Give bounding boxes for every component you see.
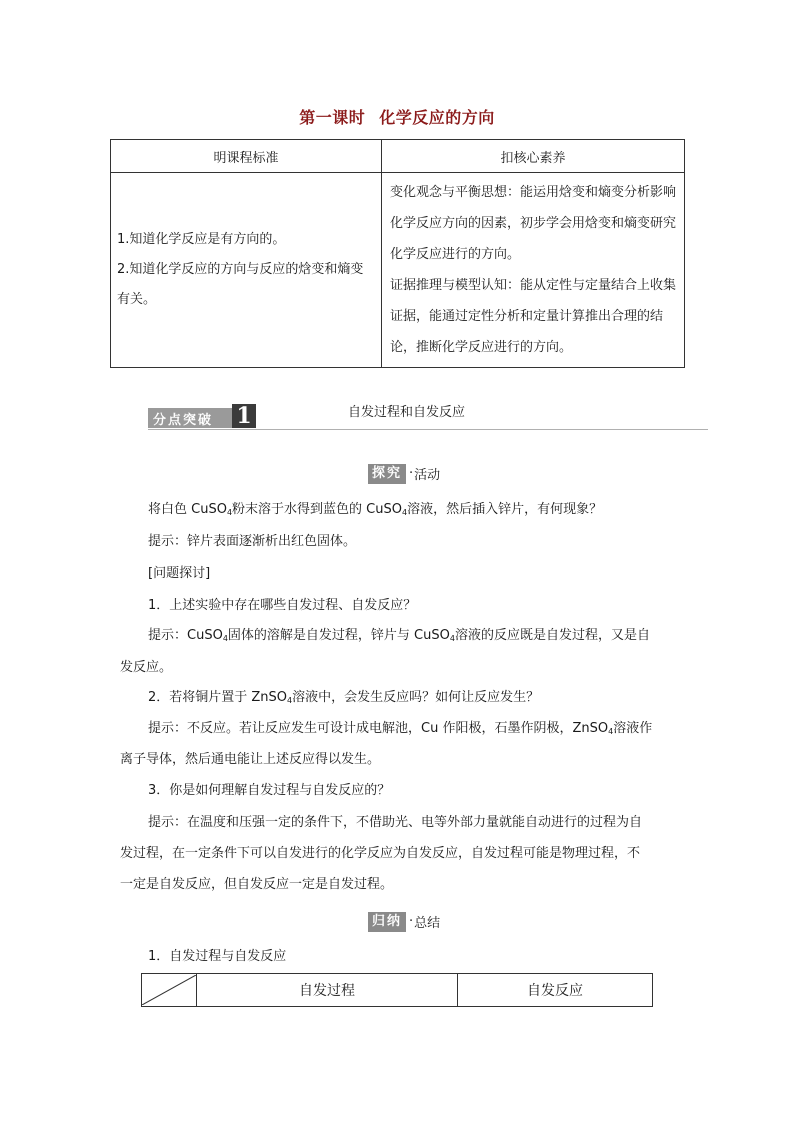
objectives-table bbox=[110, 139, 685, 368]
literacy-paragraph: 证据推理与模型认知：能从定性与定量结合上收集证据，能通过定性分析和定量计算推出合理的结论，推断化学反应进行的方向。 bbox=[390, 278, 677, 355]
answer-2-cont: 离子导体，然后通电能让上述反应得以发生。 bbox=[120, 752, 381, 767]
objectives-header-standard: 明课程标准 bbox=[111, 140, 382, 173]
summary-tag: 归纳 ·总结 bbox=[368, 911, 440, 931]
answer-2: 提示：不反应。若让反应发生可设计成电解池，Cu 作阳极，石墨作阴极，ZnSO$_4$溶液作 bbox=[148, 721, 653, 736]
objectives-standard-cell bbox=[111, 173, 382, 368]
question-2: 2．若将铜片置于 ZnSO$_4$溶液中，会发生反应吗？如何让反应发生？ bbox=[148, 690, 540, 705]
literacy-paragraph: 变化观念与平衡思想：能运用焓变和熵变分析影响化学反应方向的因素，初步学会用焓变和熵变研究化学反应进行的方向。 bbox=[390, 185, 677, 262]
summary-tag-suffix: 总结 bbox=[414, 916, 441, 931]
section-title: 自发过程和自发反应 bbox=[348, 405, 466, 420]
answer-3: 提示：在温度和压强一定的条件下，不借助光、电等外部力量就能自动进行的过程为自 bbox=[148, 815, 643, 830]
comparison-header-reaction: 自发反应 bbox=[458, 974, 653, 1007]
objectives-header-literacy: 扣核心素养 bbox=[382, 140, 685, 173]
hint-text: 提示：锌片表面逐渐析出红色固体。 bbox=[148, 534, 357, 549]
question-3: 3．你是如何理解自发过程与自发反应的？ bbox=[148, 783, 391, 798]
objectives-literacy-cell bbox=[382, 173, 685, 368]
answer-3-cont: 发过程，在一定条件下可以自发进行的化学反应为自发反应，自发过程可能是物理过程，不 bbox=[120, 846, 641, 861]
comparison-header-process: 自发过程 bbox=[197, 974, 458, 1007]
answer-1: 提示：CuSO$_4$固体的溶解是自发过程，锌片与 CuSO$_4$溶液的反应既是自发过程，又是自 bbox=[148, 628, 650, 643]
question-1: 1．上述实验中存在哪些自发过程、自发反应？ bbox=[148, 598, 417, 613]
section-divider bbox=[148, 429, 708, 430]
section-badge bbox=[148, 404, 256, 428]
answer-1-cont: 发反应。 bbox=[120, 660, 173, 675]
answer-3-cont: 一定是自发反应，但自发反应一定是自发过程。 bbox=[120, 877, 394, 892]
standard-item: 2.知道化学反应的方向与反应的焓变和熵变有关。 bbox=[117, 262, 364, 307]
title-topic: 化学反应的方向 bbox=[379, 108, 495, 127]
page-title bbox=[0, 105, 794, 128]
explore-tag: 探究 ·活动 bbox=[368, 463, 440, 483]
explore-tag-suffix: 活动 bbox=[414, 468, 441, 483]
diagonal-line bbox=[142, 975, 196, 1005]
explore-tag-label: 探究 bbox=[368, 464, 406, 484]
diagonal-header-cell bbox=[142, 974, 197, 1007]
intro-paragraph: 将白色 CuSO$_4$粉末溶于水得到蓝色的 CuSO$_4$溶液，然后插入锌片，有何现象？ bbox=[148, 502, 603, 517]
section-badge-label: 分点突破 bbox=[153, 413, 214, 428]
summary-tag-label: 归纳 bbox=[368, 912, 406, 932]
discussion-heading: [问题探讨] bbox=[148, 566, 211, 581]
point-1-heading: 1．自发过程与自发反应 bbox=[148, 949, 287, 964]
comparison-table bbox=[141, 973, 653, 1007]
section-badge-number: 1 bbox=[232, 404, 256, 428]
standard-item: 1.知道化学反应是有方向的。 bbox=[117, 232, 286, 247]
title-lesson: 第一课时 bbox=[299, 108, 366, 127]
